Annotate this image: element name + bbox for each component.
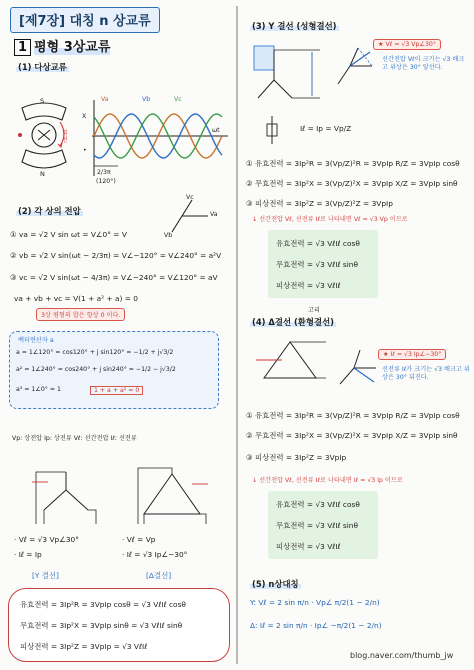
- pole-n-label: N: [40, 170, 45, 178]
- eq-1-text: va = √2 V sin ωt = V∠0° = V: [19, 230, 127, 239]
- y-current-eq: Iℓ = Ip = Vp/Z: [300, 124, 352, 133]
- voltage-eq-1: [10, 230, 127, 239]
- sub-2-heading: [16, 205, 83, 217]
- delta-phasor-diagram: [330, 344, 380, 394]
- chapter-title: [제7장] 대칭 n 상교류: [10, 7, 160, 33]
- wave-mark-x: X: [82, 113, 87, 120]
- delta-circuit-diagram: [252, 336, 328, 386]
- sub-3-heading: [250, 20, 339, 32]
- y-power-eq-2: ② 무효전력 = 3Ip²X = 3(Vp/Z)²X = 3VpIp X/Z = 3VpIp sinθ: [246, 179, 458, 188]
- voltage-sum-eq: va + vb + vc = V(1 + a² + a) = 0: [14, 294, 138, 303]
- y-impedance-sketch: [258, 116, 292, 146]
- wave-mark-dot: •: [83, 147, 87, 154]
- wave-b-label: Vb: [142, 96, 151, 103]
- delta-green-p: 유효전력 = √3 VℓIℓ cosθ: [276, 500, 360, 509]
- phase-gap-label: 2/3π: [97, 169, 111, 176]
- eq-3-number: ③: [10, 273, 17, 282]
- delta-green-s: 피상전력 = √3 VℓIℓ: [276, 542, 341, 551]
- y-note: 선간전압 Vℓ이 크기는 √3 배크고 위상은 30° 앞선다.: [382, 56, 465, 71]
- d-conn-tag: [Δ결선]: [146, 571, 172, 580]
- sub-4-heading: [250, 316, 336, 328]
- delta-power-eq-3: ③ 피상전력 = 3Ip²Z = 3VpIp: [246, 453, 347, 462]
- summary-reactive-power: 무효전력 = 3Ip²X = 3VpIp sinθ = √3 VℓIℓ sinθ: [20, 621, 183, 630]
- y-power-eq-1: ① 유효전력 = 3Ip²R = 3(Vp/Z)²R = 3VpIp R/Z = 3VpIp cosθ: [246, 159, 460, 168]
- y-key-formula: ★ Vℓ = √3 Vp∠30°: [373, 39, 441, 50]
- sub-5-heading: [250, 578, 301, 590]
- sum-note: 3상 평형의 합은 항상 0 이다.: [36, 308, 125, 321]
- y-substitution-note: ↓ 선간전압 Vℓ, 선전류 Iℓ로 나타내면 Vℓ = √3 Vp 이므로: [252, 216, 408, 223]
- y-green-s: 피상전력 = √3 VℓIℓ: [276, 281, 341, 290]
- delta-power-eq-2: ② 무효전력 = 3Ip²X = 3(Vp/Z)²X = 3VpIp X/Z = 3VpIp sinθ: [246, 431, 458, 440]
- sub-4-title: (4) Δ결선 (환형결선): [252, 317, 334, 327]
- voltage-eq-3: [10, 273, 218, 282]
- sub-1-title: (1) 다상교류: [18, 62, 67, 72]
- eq-1-number: ①: [10, 230, 17, 239]
- pole-s-label: S: [40, 97, 45, 105]
- vector-eq-a: a = 1∠120° = cos120° + j sin120° = −1/2 + j√3/2: [16, 349, 174, 356]
- y-circuit-diagram: [250, 40, 326, 110]
- blog-watermark: blog.naver.com/thumb_jw: [350, 651, 454, 660]
- eq-2-text: vb = √2 V sin(ωt − 2/3π) = V∠−120° = V∠240° = a²V: [19, 251, 222, 260]
- column-divider: [236, 6, 238, 664]
- three-phase-waveform: [92, 100, 232, 180]
- section-1-heading: [14, 36, 110, 56]
- summary-active-power: 유효전력 = 3Ip²R = 3VpIp cosθ = √3 VℓIℓ cosθ: [20, 600, 186, 609]
- y-connection-diagram: [28, 470, 104, 528]
- sub-1-heading: [16, 61, 69, 73]
- voltage-eq-2: [10, 251, 221, 260]
- y-green-p: 유효전력 = √3 VℓIℓ cosθ: [276, 239, 360, 248]
- phasor-c-label: Vc: [186, 194, 194, 201]
- delta-substitution-note: ↓ 선간전압 Vℓ, 선전류 Iℓ로 나타내면 Iℓ = √3 Ip 이므로: [252, 477, 403, 484]
- phasor-b-label: Vb: [164, 232, 173, 239]
- phasor-a-label: Va: [210, 211, 218, 218]
- delta-key-formula: ★ Iℓ = √3 Ip∠−30°: [378, 349, 446, 360]
- eq-2-number: ②: [10, 251, 17, 260]
- y-conn-tag: [Y 결선]: [32, 571, 59, 580]
- y-phasor-diagram: [326, 42, 376, 92]
- sub-2-title: (2) 각 상의 전압: [18, 206, 81, 216]
- sub-5-title: (5) n상대칭: [252, 579, 299, 589]
- summary-apparent-power: 피상전력 = 3Ip²Z = 3VpIp = √3 VℓIℓ: [20, 642, 148, 651]
- delta-note: 선전류 Iℓ가 크기는 √3 배크고 위상은 30° 뒤진다.: [382, 366, 470, 381]
- n-phase-eq-delta: Δ: Iℓ = 2 sin π/n · Ip∠ −π/2(1 − 2/n): [250, 621, 382, 630]
- y-green-q: 무효전력 = √3 VℓIℓ sinθ: [276, 260, 359, 269]
- wave-axis-label: ωt: [212, 127, 220, 134]
- section-1-number: 1: [14, 39, 31, 56]
- eq-3-text: vc = √2 V sin(ωt − 4/3π) = V∠−240° = V∠120° = aV: [19, 273, 218, 282]
- wave-c-label: Vc: [174, 96, 182, 103]
- delta-green-q: 무효전력 = √3 VℓIℓ sinθ: [276, 521, 359, 530]
- sub-4-annotation: 고리: [308, 307, 320, 314]
- symbol-legend: Vp: 상전압 Ip: 상전류 Vℓ: 선간전압 Iℓ: 선전류: [12, 435, 137, 442]
- d-conn-current: · Iℓ = √3 Ip∠−30°: [122, 550, 188, 559]
- y-conn-voltage: · Vℓ = √3 Vp∠30°: [14, 535, 79, 544]
- wave-a-label: Va: [101, 96, 109, 103]
- vector-eq-a2: a² = 1∠240° = cos240° + j sin240° = −1/2 − j√3/2: [16, 366, 176, 373]
- vector-identity: 1 + a + a² = 0: [90, 386, 143, 395]
- d-conn-voltage: · Vℓ = Vp: [122, 535, 156, 544]
- y-conn-current: · Iℓ = Ip: [14, 550, 42, 559]
- section-1-title: 평형 3상교류: [34, 40, 111, 55]
- sub-3-title: (3) Y 결선 (성형결선): [252, 21, 337, 31]
- vector-eq-a3: a³ = 1∠0° = 1: [16, 386, 61, 393]
- phase-gap-degrees: (120°): [96, 178, 116, 185]
- delta-power-eq-1: ① 유효전력 = 3Ip²R = 3(Vp/Z)²R = 3VpIp R/Z = 3VpIp cosθ: [246, 411, 460, 420]
- delta-connection-diagram: [132, 470, 212, 528]
- vector-box-title: 벡터연산자 a: [18, 337, 54, 344]
- y-power-eq-3: ③ 피상전력 = 3Ip²Z = 3(Vp/Z)²Z = 3VpIp: [246, 199, 393, 208]
- rotation-label: 회전: [62, 130, 68, 144]
- n-phase-eq-y: Y: Vℓ = 2 sin π/n · Vp∠ π/2(1 − 2/n): [250, 598, 380, 607]
